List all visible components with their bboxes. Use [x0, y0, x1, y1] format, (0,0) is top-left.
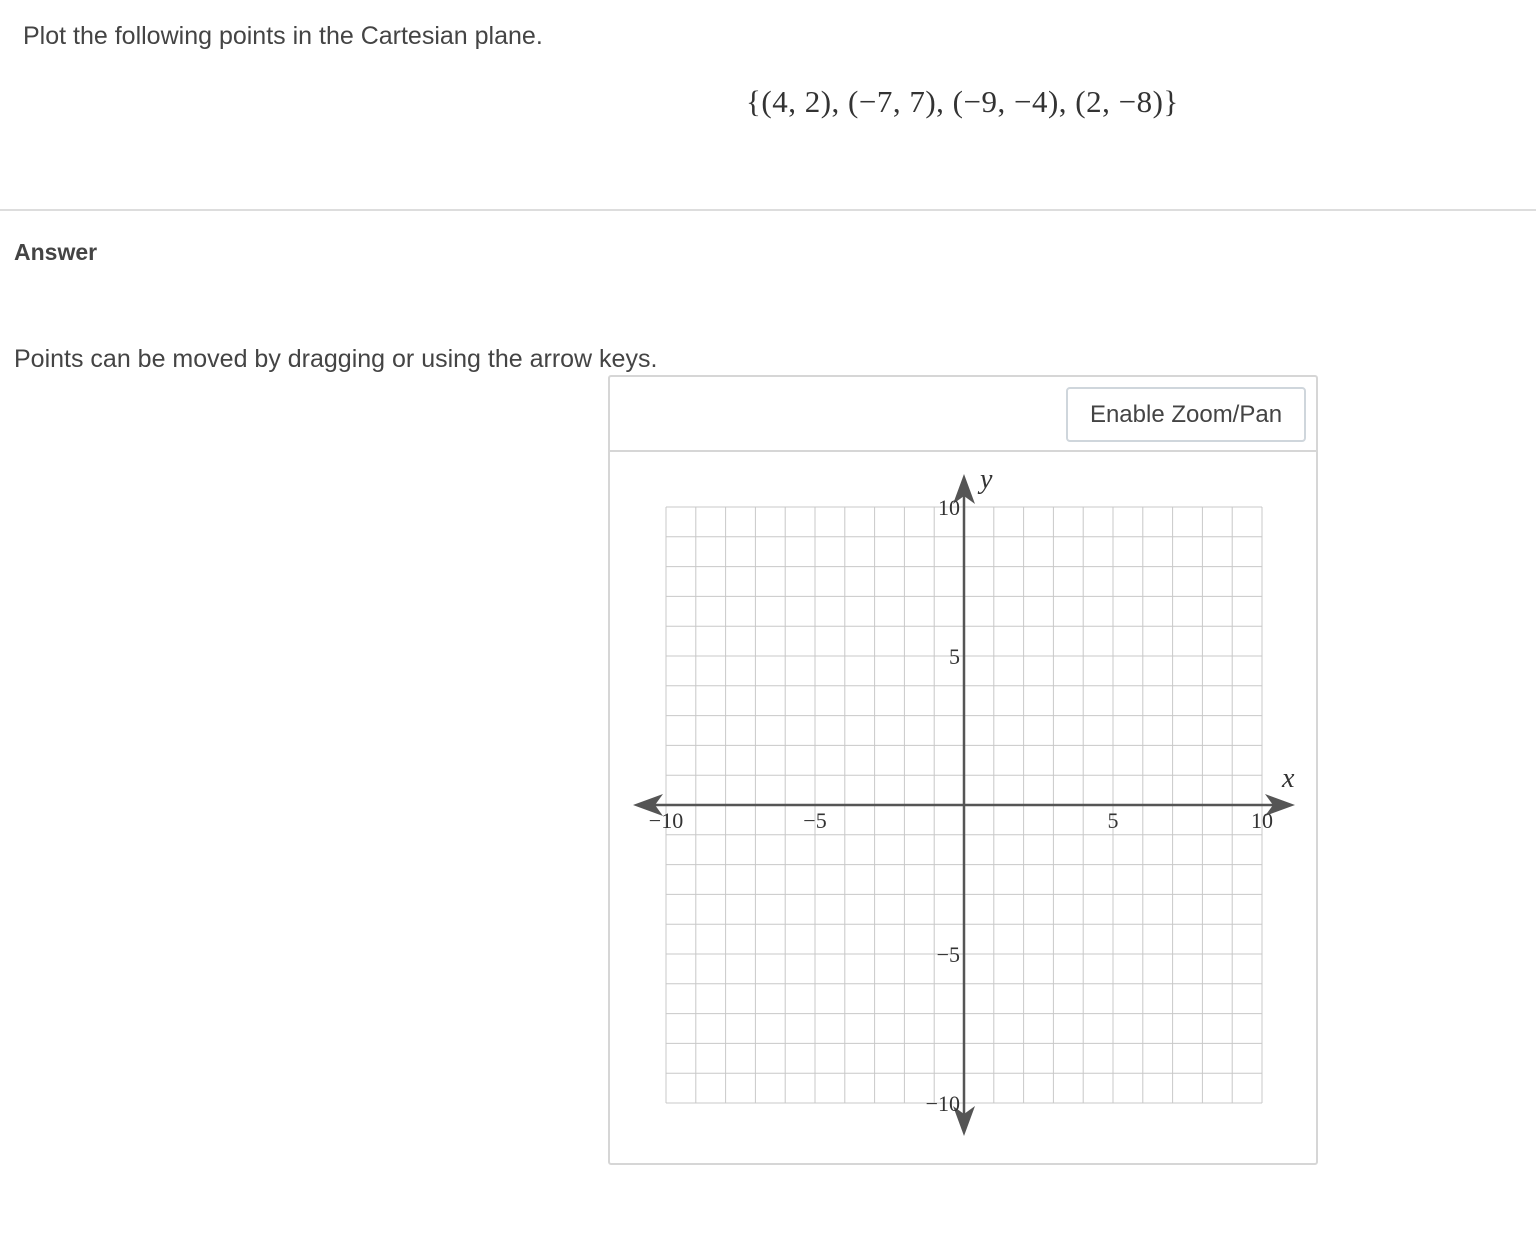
- graph-instructions: Points can be moved by dragging or using the arrow keys.: [14, 345, 658, 373]
- axes: [633, 474, 1295, 1136]
- graph-panel: [608, 375, 1318, 1165]
- tick-labels: [649, 464, 1295, 1116]
- answer-heading: Answer: [14, 239, 98, 265]
- question-prompt: Plot the following points in the Cartesian plane.: [23, 22, 543, 50]
- y-tick-label: −10: [925, 1091, 960, 1116]
- section-divider: [0, 209, 1536, 211]
- y-tick-label: −5: [936, 942, 960, 967]
- x-axis-label: x: [1282, 763, 1295, 794]
- x-tick-label: −5: [803, 808, 827, 833]
- y-tick-label: 10: [938, 495, 960, 520]
- x-tick-label: 10: [1251, 808, 1273, 833]
- enable-zoom-pan-button[interactable]: Enable Zoom/Pan: [1066, 387, 1306, 442]
- x-tick-label: −10: [648, 808, 684, 833]
- cartesian-plane[interactable]: [610, 377, 1320, 1167]
- point-set-expression: {(4, 2), (−7, 7), (−9, −4), (2, −8)}: [746, 84, 1179, 119]
- y-axis-label: y: [980, 464, 993, 495]
- y-tick-label: 5: [949, 644, 960, 669]
- x-tick-label: 5: [1107, 808, 1119, 833]
